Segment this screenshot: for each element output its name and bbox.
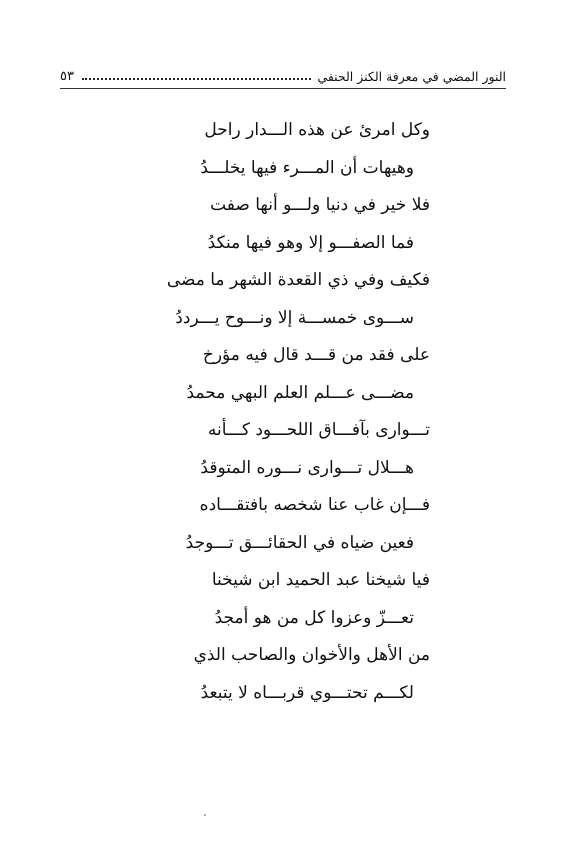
running-header xyxy=(60,62,506,84)
verse-line: فما الصفـــو إلا وهو فيها منكدُ xyxy=(207,232,414,253)
verse-line: ســـوى خمســـة إلا ونـــوح يـــرددُ xyxy=(175,307,414,328)
poem-body xyxy=(60,112,430,712)
page-number: ٥٣ xyxy=(60,69,74,84)
verse-line: فكيف وفي ذي القعدة الشهر ما مضى xyxy=(166,270,430,290)
verse-line: من الأهل والأخوان والصاحب الذي xyxy=(193,645,430,665)
book-title: النور المضي في معرفة الكنز الحنفي xyxy=(317,69,506,84)
verse-line: هـــلال تـــوارى نـــوره المتوقدُ xyxy=(200,457,414,478)
verse-line: فيا شيخنا عبد الحميد ابن شيخنا xyxy=(211,570,430,590)
verse-line: فـــإن غاب عنا شخصه بافتقـــاده xyxy=(199,495,430,515)
verse-line: وكل امرئ عن هذه الـــدار راحل xyxy=(204,120,430,140)
verse-line: فلا خير في دنيا ولـــو أنها صفت xyxy=(210,195,430,215)
verse-line: وهيهات أن المـــرء فيها يخلـــدُ xyxy=(200,157,414,178)
verse-line: لكـــم تحتـــوي قربـــاه لا يتبعدُ xyxy=(200,682,414,703)
header-rule xyxy=(60,88,506,89)
verse-line: تعـــزّ وعزوا كل من هو أمجدُ xyxy=(214,607,414,628)
verse-line: تـــوارى بآفـــاق اللحـــود كـــأنه xyxy=(207,420,430,440)
scan-speck xyxy=(204,814,206,816)
verse-line: فعين ضياه في الحقائـــق تـــوجدُ xyxy=(185,532,414,553)
verse-line: على فقد من قـــد قال فيه مؤرخ xyxy=(202,345,430,365)
dotted-leader xyxy=(82,78,311,80)
verse-line: مضـــى عـــلم العلم البهي محمدُ xyxy=(186,382,414,403)
